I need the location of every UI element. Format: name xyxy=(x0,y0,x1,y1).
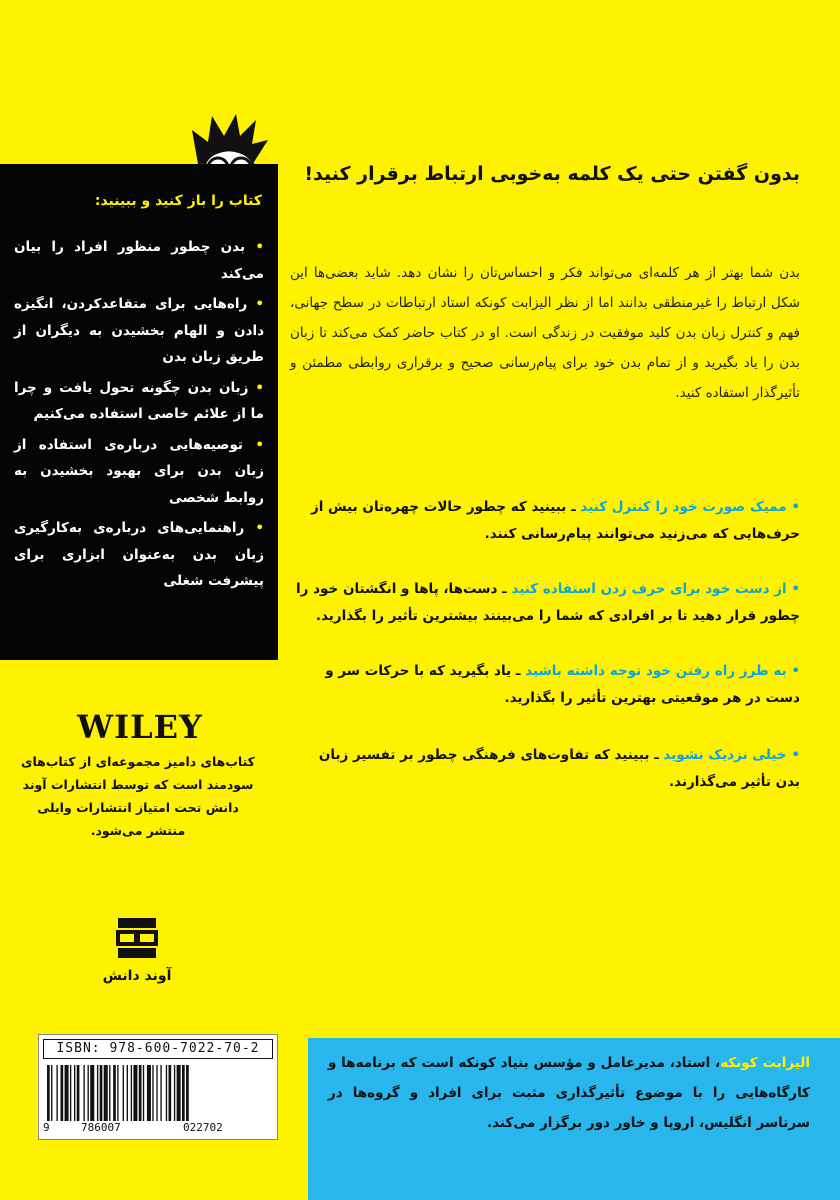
barcode-bar xyxy=(90,1065,94,1121)
wiley-note: کتاب‌های دامیز مجموعه‌ای از کتاب‌های سودمند است که توسط انتشارات آوند دانش تحت امتیاز انتشارات وایلی منتشر می‌شود. xyxy=(21,754,255,838)
barcode-bar xyxy=(74,1065,75,1121)
sidebar-item xyxy=(14,234,264,287)
barcode-bar xyxy=(117,1065,118,1121)
publisher-logo-icon xyxy=(116,916,158,960)
bullet-item xyxy=(290,494,800,548)
bullet-dot: • xyxy=(791,499,800,515)
barcode-digit-left: 9 xyxy=(43,1121,50,1134)
intro-paragraph: بدن شما بهتر از هر کلمه‌ای می‌تواند فکر و احساس‌تان را نشان دهد. شاید بعضی‌ها این شکل ارتباط را غیرمنطقی بدانند اما از نظر الیزابت کونکه استاد ارتباطات در سطح جهانی، فهم و کنترل زبان بدن کلید موفقیت در زندگی است. او در کتاب حاضر کمک می‌کند تا زبان بدن را یاد بگیرید و از تمام بدن خود برای پیام‌رسانی صحیح و برقراری روابطی مطمئن و تأثیرگذار استفاده کنید. xyxy=(290,265,800,401)
barcode-digits-right: 022702 xyxy=(183,1121,223,1134)
sidebar-item xyxy=(14,515,264,595)
barcode-bars xyxy=(47,1065,269,1121)
sidebar-item xyxy=(14,291,264,371)
sidebar-item-text: زبان بدن چگونه تحول یافت و چرا ما از علائم خاصی استفاده می‌کنیم xyxy=(14,379,264,422)
barcode-bar xyxy=(123,1065,124,1121)
bullet-item xyxy=(290,658,800,712)
barcode-bar xyxy=(83,1065,84,1121)
publisher-name: آوند دانش xyxy=(102,968,172,984)
feature-bullets xyxy=(290,494,800,822)
barcode-bar xyxy=(97,1065,98,1121)
bullet-highlight: خیلی نزدیک نشوید xyxy=(663,747,787,763)
barcode-bar xyxy=(61,1065,64,1121)
barcode-bar xyxy=(56,1065,57,1121)
bullet-highlight: ممیک صورت خود را کنترل کنید xyxy=(580,499,787,515)
barcode-bar xyxy=(169,1065,172,1121)
bullet-dot: • xyxy=(791,581,800,597)
isbn-label: ISBN: 978-600-7022-70-2 xyxy=(43,1039,273,1059)
headline: بدون گفتن حتی یک کلمه به‌خوبی ارتباط برقرار کنید! xyxy=(304,163,800,185)
barcode-bar xyxy=(156,1065,157,1121)
bullet-dot: • xyxy=(791,747,800,763)
author-bio-text: ، استاد، مدیرعامل و مؤسس بنیاد کونکه است که برنامه‌ها و کارگاه‌هایی را با موضوع تأثیرگذاری مثبت برای افراد و گروه‌ها در سرتاسر انگلیس، اروپا و خاور دور برگزار می‌کند. xyxy=(328,1055,810,1131)
bullet-text: ـ ببینید که تفاوت‌های فرهنگی چطور بر تفسیر زبان بدن تأثیر می‌گذارند. xyxy=(318,747,800,790)
barcode-bar xyxy=(47,1065,50,1121)
barcode-bar xyxy=(147,1065,151,1121)
bullet-text: ـ دست‌ها، پاها و انگشتان خود را چطور قرار دهید تا بر افرادی که شما را می‌بینند بیشترین تأثیر را بگذارید. xyxy=(296,581,800,624)
sidebar-dot: • xyxy=(255,379,264,396)
barcode-bar xyxy=(88,1065,89,1121)
barcode-bar xyxy=(166,1065,167,1121)
bullet-dot: • xyxy=(791,663,800,679)
author-bio xyxy=(328,1048,810,1138)
barcode-bar xyxy=(177,1065,181,1121)
barcode-bar xyxy=(100,1065,103,1121)
sidebar-list xyxy=(14,234,264,599)
sidebar-item-text: توصیه‌هایی درباره‌ی استفاده از زبان بدن برای بهبود بخشیدن به روابط شخصی xyxy=(14,436,264,506)
bullet-item xyxy=(290,576,800,630)
barcode-bar xyxy=(152,1065,153,1121)
sidebar-item xyxy=(14,432,264,512)
barcode-bar xyxy=(51,1065,52,1121)
bullet-item xyxy=(290,742,800,796)
barcode-bar xyxy=(139,1065,142,1121)
barcode-bar xyxy=(104,1065,108,1121)
sidebar-item-text: راهنمایی‌های درباره‌ی به‌کارگیری زبان بدن به‌عنوان ابزاری برای پیشرفت شغلی xyxy=(14,520,264,589)
author-name: الیزابت کونکه xyxy=(720,1055,810,1071)
sidebar-dot: • xyxy=(255,296,264,312)
author-box xyxy=(308,1038,840,1200)
sidebar-dot: • xyxy=(255,436,264,453)
barcode-bar xyxy=(174,1065,175,1121)
sidebar-item xyxy=(14,375,264,428)
bullet-text: ـ ببینید که چطور حالات چهره‌تان بیش از حرف‌هایی که می‌زنید می‌توانند پیام‌رسانی کنند. xyxy=(310,499,800,542)
barcode-bar xyxy=(160,1065,161,1121)
barcode-digits-mid: 786007 xyxy=(81,1121,121,1134)
barcode-bar xyxy=(131,1065,132,1121)
sidebar-item-text: بدن چطور منظور افراد را بیان می‌کند xyxy=(14,239,264,282)
barcode-bar xyxy=(77,1065,80,1121)
barcode-bar xyxy=(182,1065,185,1121)
bullet-highlight: از دست خود برای حرف زدن استفاده کنید xyxy=(511,581,787,597)
sidebar-item-text: راه‌هایی برای متقاعدکردن، انگیزه دادن و الهام بخشیدن به دیگران از طریق زبان بدن xyxy=(14,296,264,365)
sidebar-box xyxy=(0,164,278,660)
bullet-highlight: به طرز راه رفتن خود توجه داشته باشید xyxy=(525,663,787,679)
barcode-bar xyxy=(143,1065,144,1121)
bullet-text: ـ یاد بگیرید که با حرکات سر و دست در هر موقعیتی بهترین تأثیر را بگذارید. xyxy=(325,663,800,706)
barcode-bar xyxy=(113,1065,116,1121)
barcode-bar xyxy=(133,1065,137,1121)
barcode-bar xyxy=(109,1065,110,1121)
sidebar-dot: • xyxy=(255,520,264,536)
barcode-bar xyxy=(65,1065,69,1121)
sidebar-title: کتاب را باز کنید و ببینید: xyxy=(94,193,262,209)
wiley-logo: WILEY xyxy=(77,708,203,746)
barcode-bar xyxy=(70,1065,71,1121)
barcode-bar xyxy=(127,1065,128,1121)
sidebar-dot: • xyxy=(255,239,264,255)
barcode-bar xyxy=(186,1065,189,1121)
barcode xyxy=(38,1034,278,1140)
